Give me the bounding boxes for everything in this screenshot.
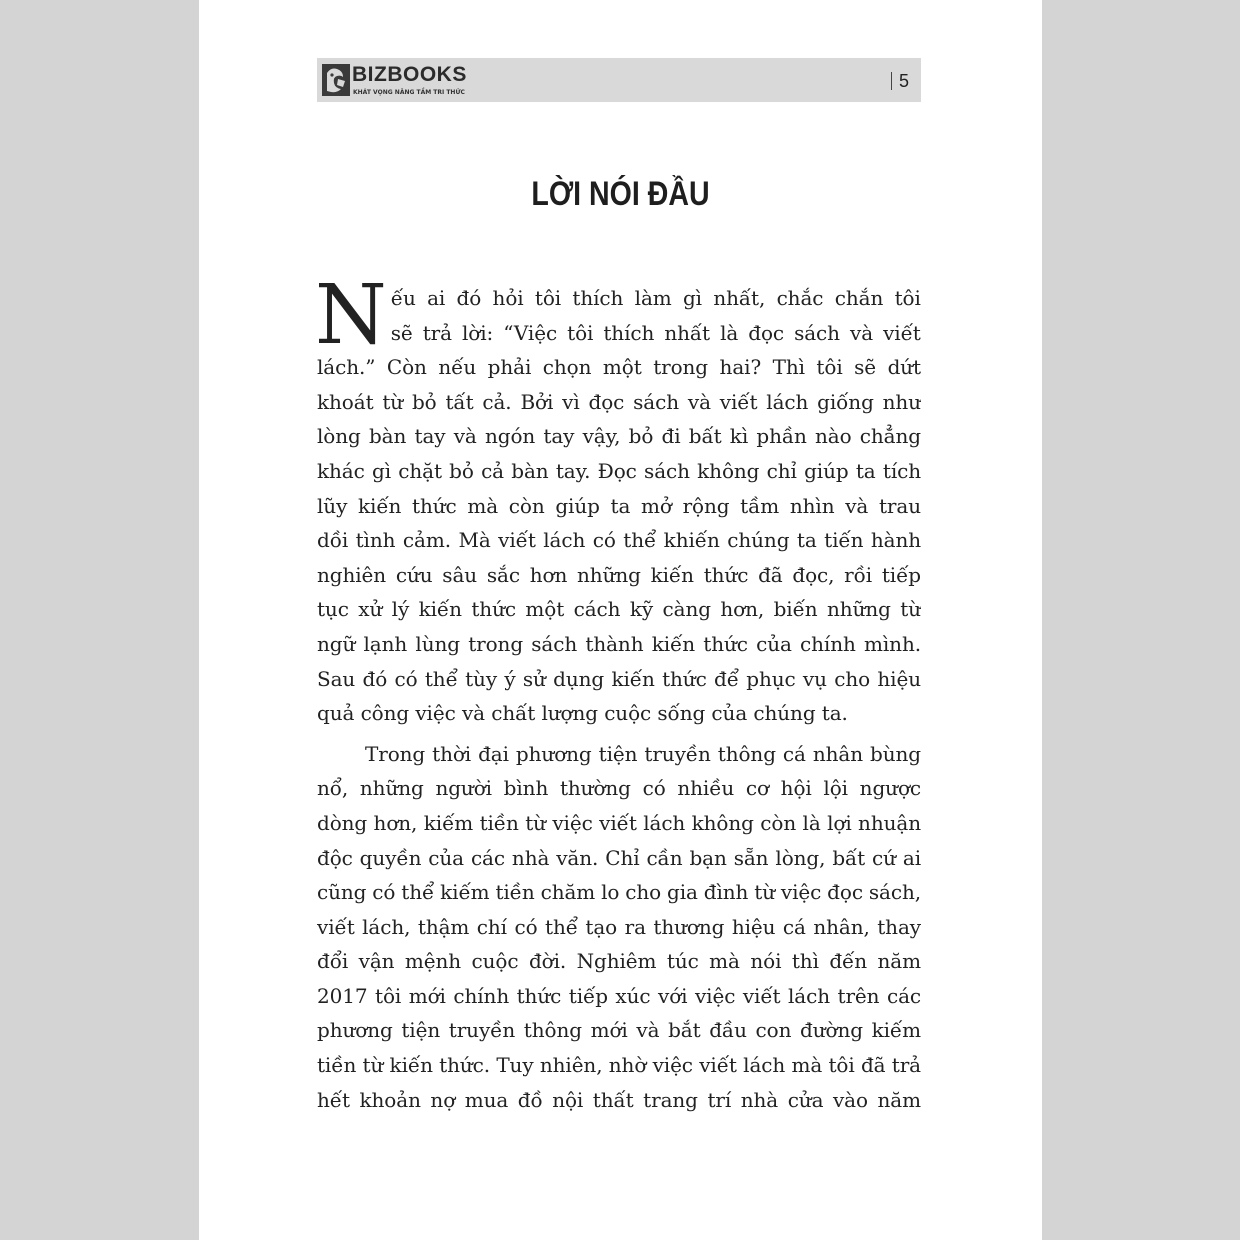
text-line: hết khoản nợ mua đồ nội thất trang trí nhà cửa vào năm: [317, 1087, 921, 1112]
paragraph-1: [315, 268, 921, 731]
brand-name: BIZBOOKS: [352, 63, 467, 86]
text-line: dòng hơn, kiếm tiền từ việc viết lách không còn là lợi nhuận: [317, 810, 921, 835]
page-number-divider: [891, 72, 892, 90]
text-line: độc quyền của các nhà văn. Chỉ cần bạn sẵn lòng, bất cứ ai: [317, 845, 921, 870]
text-line: viết lách, thậm chí có thể tạo ra thương hiệu cá nhân, thay: [317, 914, 921, 939]
text-line: sẽ trả lời: “Việc tôi thích nhất là đọc sách và viết: [390, 320, 921, 345]
text-line: ếu ai đó hỏi tôi thích làm gì nhất, chắc chắn tôi: [390, 286, 921, 310]
text-line: Trong thời đại phương tiện truyền thông cá nhân bùng: [365, 741, 921, 766]
page-header: [317, 58, 921, 102]
text-line: tiền từ kiến thức. Tuy nhiên, nhờ việc viết lách mà tôi đã trả: [317, 1053, 921, 1078]
brand-tagline: KHÁT VỌNG NÂNG TẦM TRI THỨC: [353, 89, 465, 96]
text-line: cũng có thể kiếm tiền chăm lo cho gia đình từ việc đọc sách,: [317, 880, 921, 905]
text-line: khoát từ bỏ tất cả. Bởi vì đọc sách và viết lách giống như: [317, 389, 921, 414]
book-page: [199, 0, 1042, 1240]
text-line: lòng bàn tay và ngón tay vậy, bỏ đi bất kì phần nào chẳng: [317, 424, 921, 449]
text-line: khác gì chặt bỏ cả bàn tay. Đọc sách không chỉ giúp ta tích: [317, 458, 921, 483]
text-line: Sau đó có thể tùy ý sử dụng kiến thức để phục vụ cho hiệu: [317, 666, 921, 691]
drop-cap: N: [315, 268, 387, 363]
text-line: dồi tình cảm. Mà viết lách có thể khiến chúng ta tiến hành: [317, 528, 921, 553]
paragraph-2: [317, 737, 921, 1118]
text-line: nghiên cứu sâu sắc hơn những kiến thức đã đọc, rồi tiếp: [317, 562, 921, 587]
text-line: nổ, những người bình thường có nhiều cơ hội lội ngược: [317, 776, 921, 801]
text-line: ngữ lạnh lùng trong sách thành kiến thức của chính mình.: [317, 631, 921, 656]
text-line: tục xử lý kiến thức một cách kỹ càng hơn, biến những từ: [317, 597, 921, 622]
text-line: quả công việc và chất lượng cuộc sống của chúng ta.: [317, 701, 848, 726]
body-text: [315, 268, 921, 1117]
text-line: phương tiện truyền thông mới và bắt đầu con đường kiếm: [317, 1018, 921, 1043]
text-line: đổi vận mệnh cuộc đời. Nghiêm túc mà nói thì đến năm: [317, 949, 921, 974]
bizbooks-logo-icon: [321, 63, 351, 97]
text-line: 2017 tôi mới chính thức tiếp xúc với việc viết lách trên các: [317, 983, 921, 1008]
text-line: lách.” Còn nếu phải chọn một trong hai? Thì tôi sẽ dứt: [317, 355, 921, 380]
text-line: lũy kiến thức mà còn giúp ta mở rộng tầm nhìn và trau: [317, 493, 921, 518]
page-number: 5: [899, 71, 910, 91]
chapter-title: LỜI NÓI ĐẦU: [531, 175, 710, 213]
